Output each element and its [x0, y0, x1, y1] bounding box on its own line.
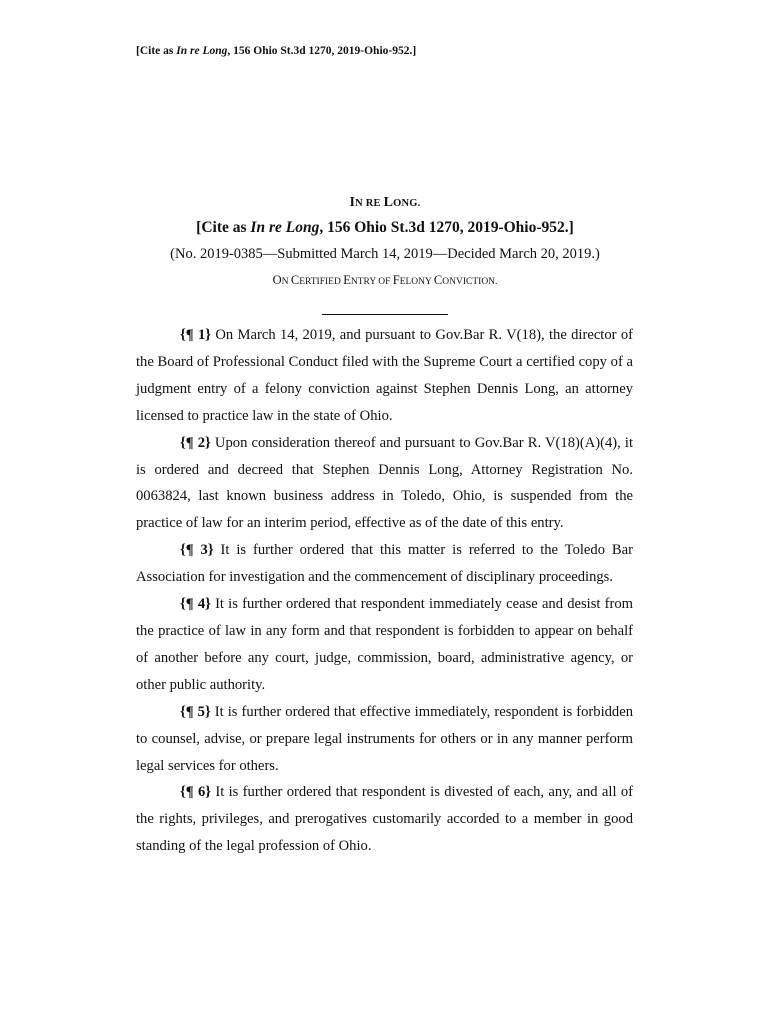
header-cite-case-name: In re Long	[176, 45, 228, 57]
paragraph-number: {¶ 3}	[180, 542, 214, 559]
paragraph-text: On March 14, 2019, and pursuant to Gov.Bar R. V(18), the director of the Board of Professional Conduct filed with the Supreme Court a certified copy of a judgment entry of a felony conviction against Stephen Dennis Long, an attorney licensed to practice law in the state of Ohio.	[136, 327, 634, 424]
case-citation: [Cite as In re Long, 156 Ohio St.3d 1270, 2019-Ohio-952.]	[196, 219, 574, 236]
paragraph-number: {¶ 6}	[180, 784, 212, 801]
paragraph-number: {¶ 4}	[180, 596, 211, 613]
paragraph-text: Upon consideration thereof and pursuant to Gov.Bar R. V(18)(A)(4), it is ordered and decreed that Stephen Dennis Long, Attorney Registration No. 0063824, last known business address in Toledo, Ohio, is suspended from the practice of law for an interim period, effective as of the date of this entry.	[136, 434, 634, 532]
paragraph-3	[136, 537, 633, 591]
paragraph-number: {¶ 1}	[180, 327, 212, 343]
paragraph-text: It is further ordered that respondent is divested of each, any, and all of the rights, privileges, and prerogatives customarily accorded to a member in good standing of the legal profession of Ohio.	[136, 784, 633, 855]
opinion-body	[136, 322, 633, 860]
paragraph-text: It is further ordered that this matter is referred to the Toledo Bar Association for investigation and the commencement of disciplinary proceedings.	[136, 542, 633, 586]
case-citation-name: In re Long	[250, 219, 320, 236]
header-cite-prefix: [Cite as	[136, 45, 177, 57]
paragraph-2	[136, 430, 633, 538]
paragraph-6	[136, 779, 633, 860]
paragraph-1	[136, 322, 633, 430]
docket-line: (No. 2019-0385—Submitted March 14, 2019—Decided March 20, 2019.)	[170, 246, 600, 262]
case-title: IN RE LONG.	[349, 195, 421, 210]
paragraph-4	[136, 591, 633, 699]
running-header-citation	[136, 45, 416, 57]
paragraph-text: It is further ordered that respondent immediately cease and desist from the practice of law in any form and that respondent is forbidden to appear on behalf of another before any court, judge, commission, board, administrative agency, or other public authority.	[136, 596, 634, 693]
paragraph-5	[136, 699, 633, 780]
header-cite-suffix: , 156 Ohio St.3d 1270, 2019-Ohio-952.]	[227, 45, 417, 57]
section-divider	[322, 314, 448, 315]
paragraph-text: It is further ordered that effective immediately, respondent is forbidden to counsel, advise, or prepare legal instruments for others or in any manner perform legal services for others.	[136, 703, 633, 774]
paragraph-number: {¶ 2}	[180, 434, 211, 451]
paragraph-number: {¶ 5}	[180, 703, 211, 720]
entry-type-line: ON CERTIFIED ENTRY OF FELONY CONVICTION.	[272, 273, 498, 287]
